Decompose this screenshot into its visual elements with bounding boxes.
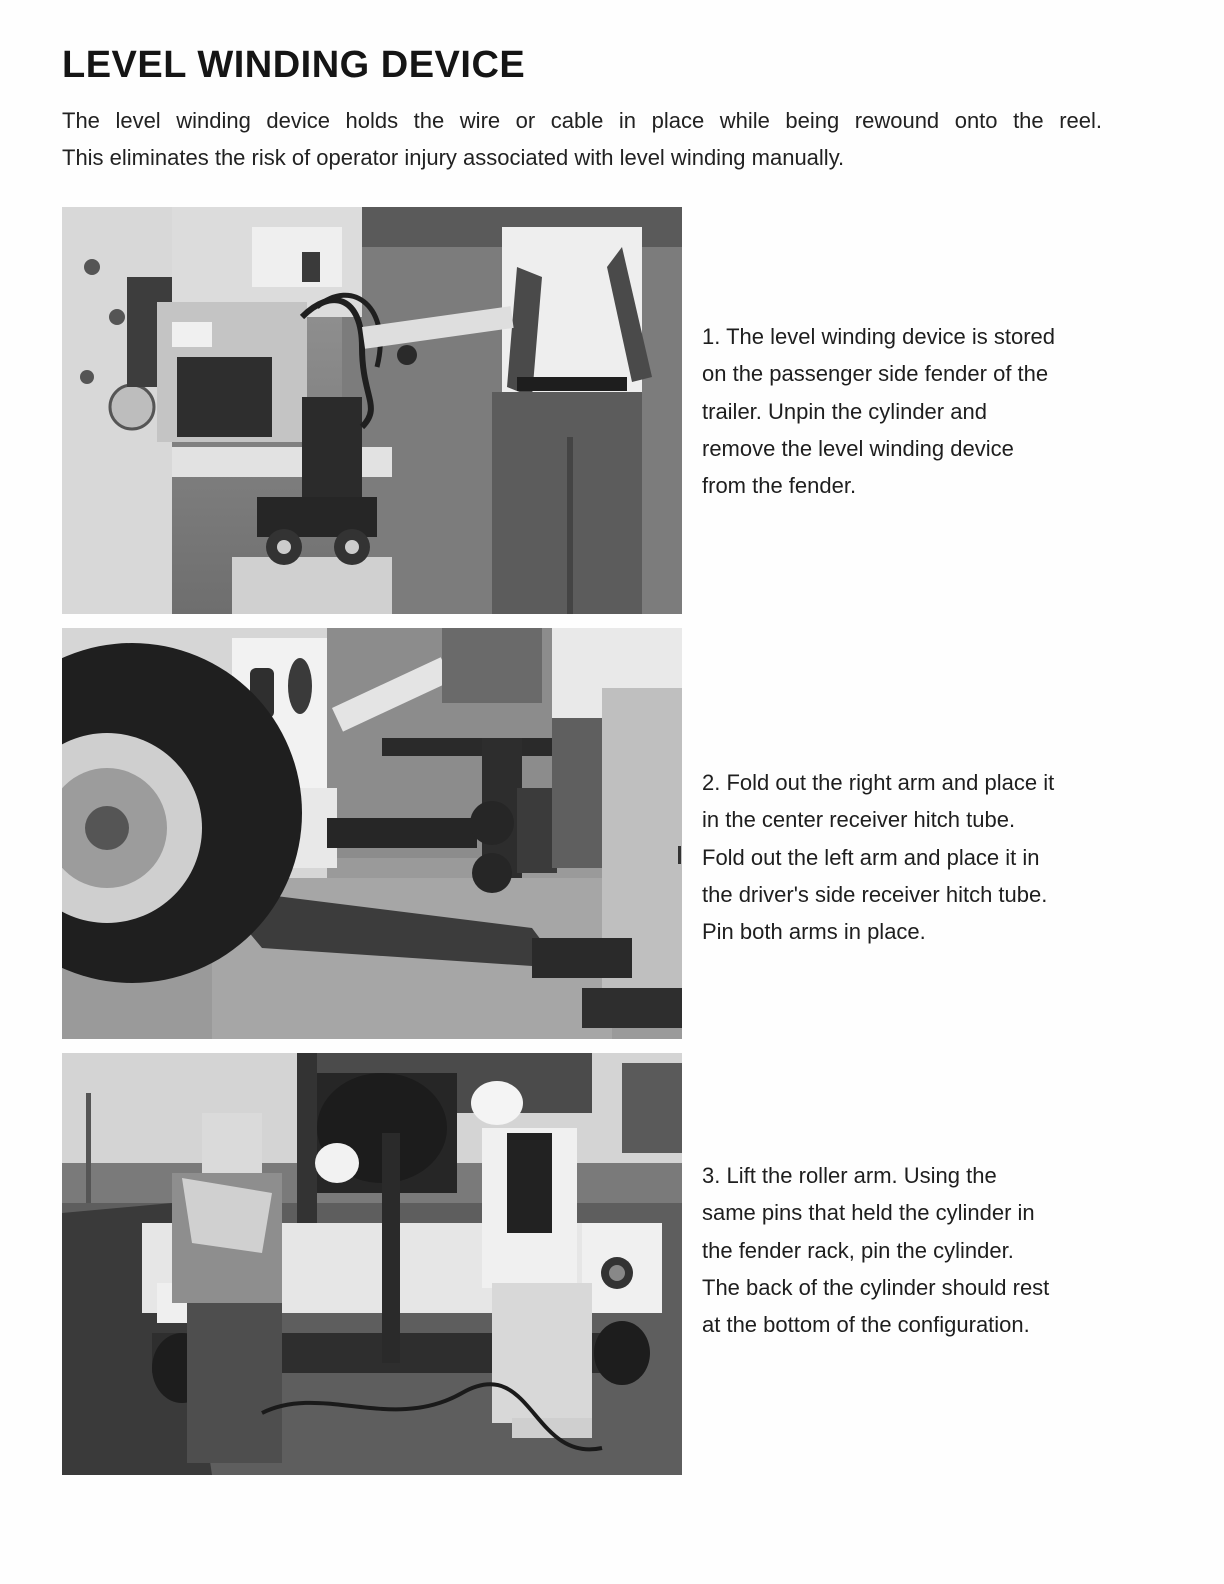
page-title: LEVEL WINDING DEVICE bbox=[62, 44, 526, 86]
step-line: trailer. Unpin the cylinder and bbox=[702, 398, 987, 424]
photo-device-on-fender bbox=[62, 207, 682, 614]
step-line: 3. Lift the roller arm. Using the bbox=[702, 1163, 997, 1188]
step-line: remove the level winding device bbox=[702, 435, 1014, 461]
step-line: the fender rack, pin the cylinder. bbox=[702, 1237, 1014, 1263]
intro-line: This eliminates the risk of operator injury associated with level winding manually. bbox=[62, 145, 845, 170]
photo-device-on-fender-image bbox=[62, 207, 682, 614]
step-line: from the fender. bbox=[702, 473, 857, 499]
step-1-text bbox=[702, 318, 1112, 504]
step-line: 2. Fold out the right arm and place it bbox=[702, 770, 1055, 795]
step-line: at the bottom of the configuration. bbox=[702, 1312, 1030, 1338]
photo-arms-in-hitch-image bbox=[62, 628, 682, 1039]
step-line: Fold out the left arm and place it in bbox=[702, 844, 1040, 870]
intro-line: The level winding device holds the wire or cable in place while being rewound onto the reel. bbox=[62, 108, 1102, 133]
step-3-text bbox=[702, 1157, 1112, 1343]
step-line: on the passenger side fender of the bbox=[702, 361, 1049, 387]
scan-artifact bbox=[678, 846, 681, 864]
step-line: same pins that held the cylinder in bbox=[702, 1200, 1035, 1226]
photo-roller-arm-pinned-image bbox=[62, 1053, 682, 1475]
intro-paragraph bbox=[62, 102, 1102, 176]
photo-arms-in-hitch bbox=[62, 628, 682, 1039]
step-2-text bbox=[702, 764, 1112, 950]
step-line: Pin both arms in place. bbox=[702, 919, 926, 945]
step-line: the driver's side receiver hitch tube. bbox=[702, 881, 1048, 907]
step-line: 1. The level winding device is stored bbox=[702, 324, 1056, 349]
photo-roller-arm-pinned bbox=[62, 1053, 682, 1475]
step-line: The back of the cylinder should rest bbox=[702, 1274, 1050, 1300]
step-line: in the center receiver hitch tube. bbox=[702, 807, 1016, 833]
